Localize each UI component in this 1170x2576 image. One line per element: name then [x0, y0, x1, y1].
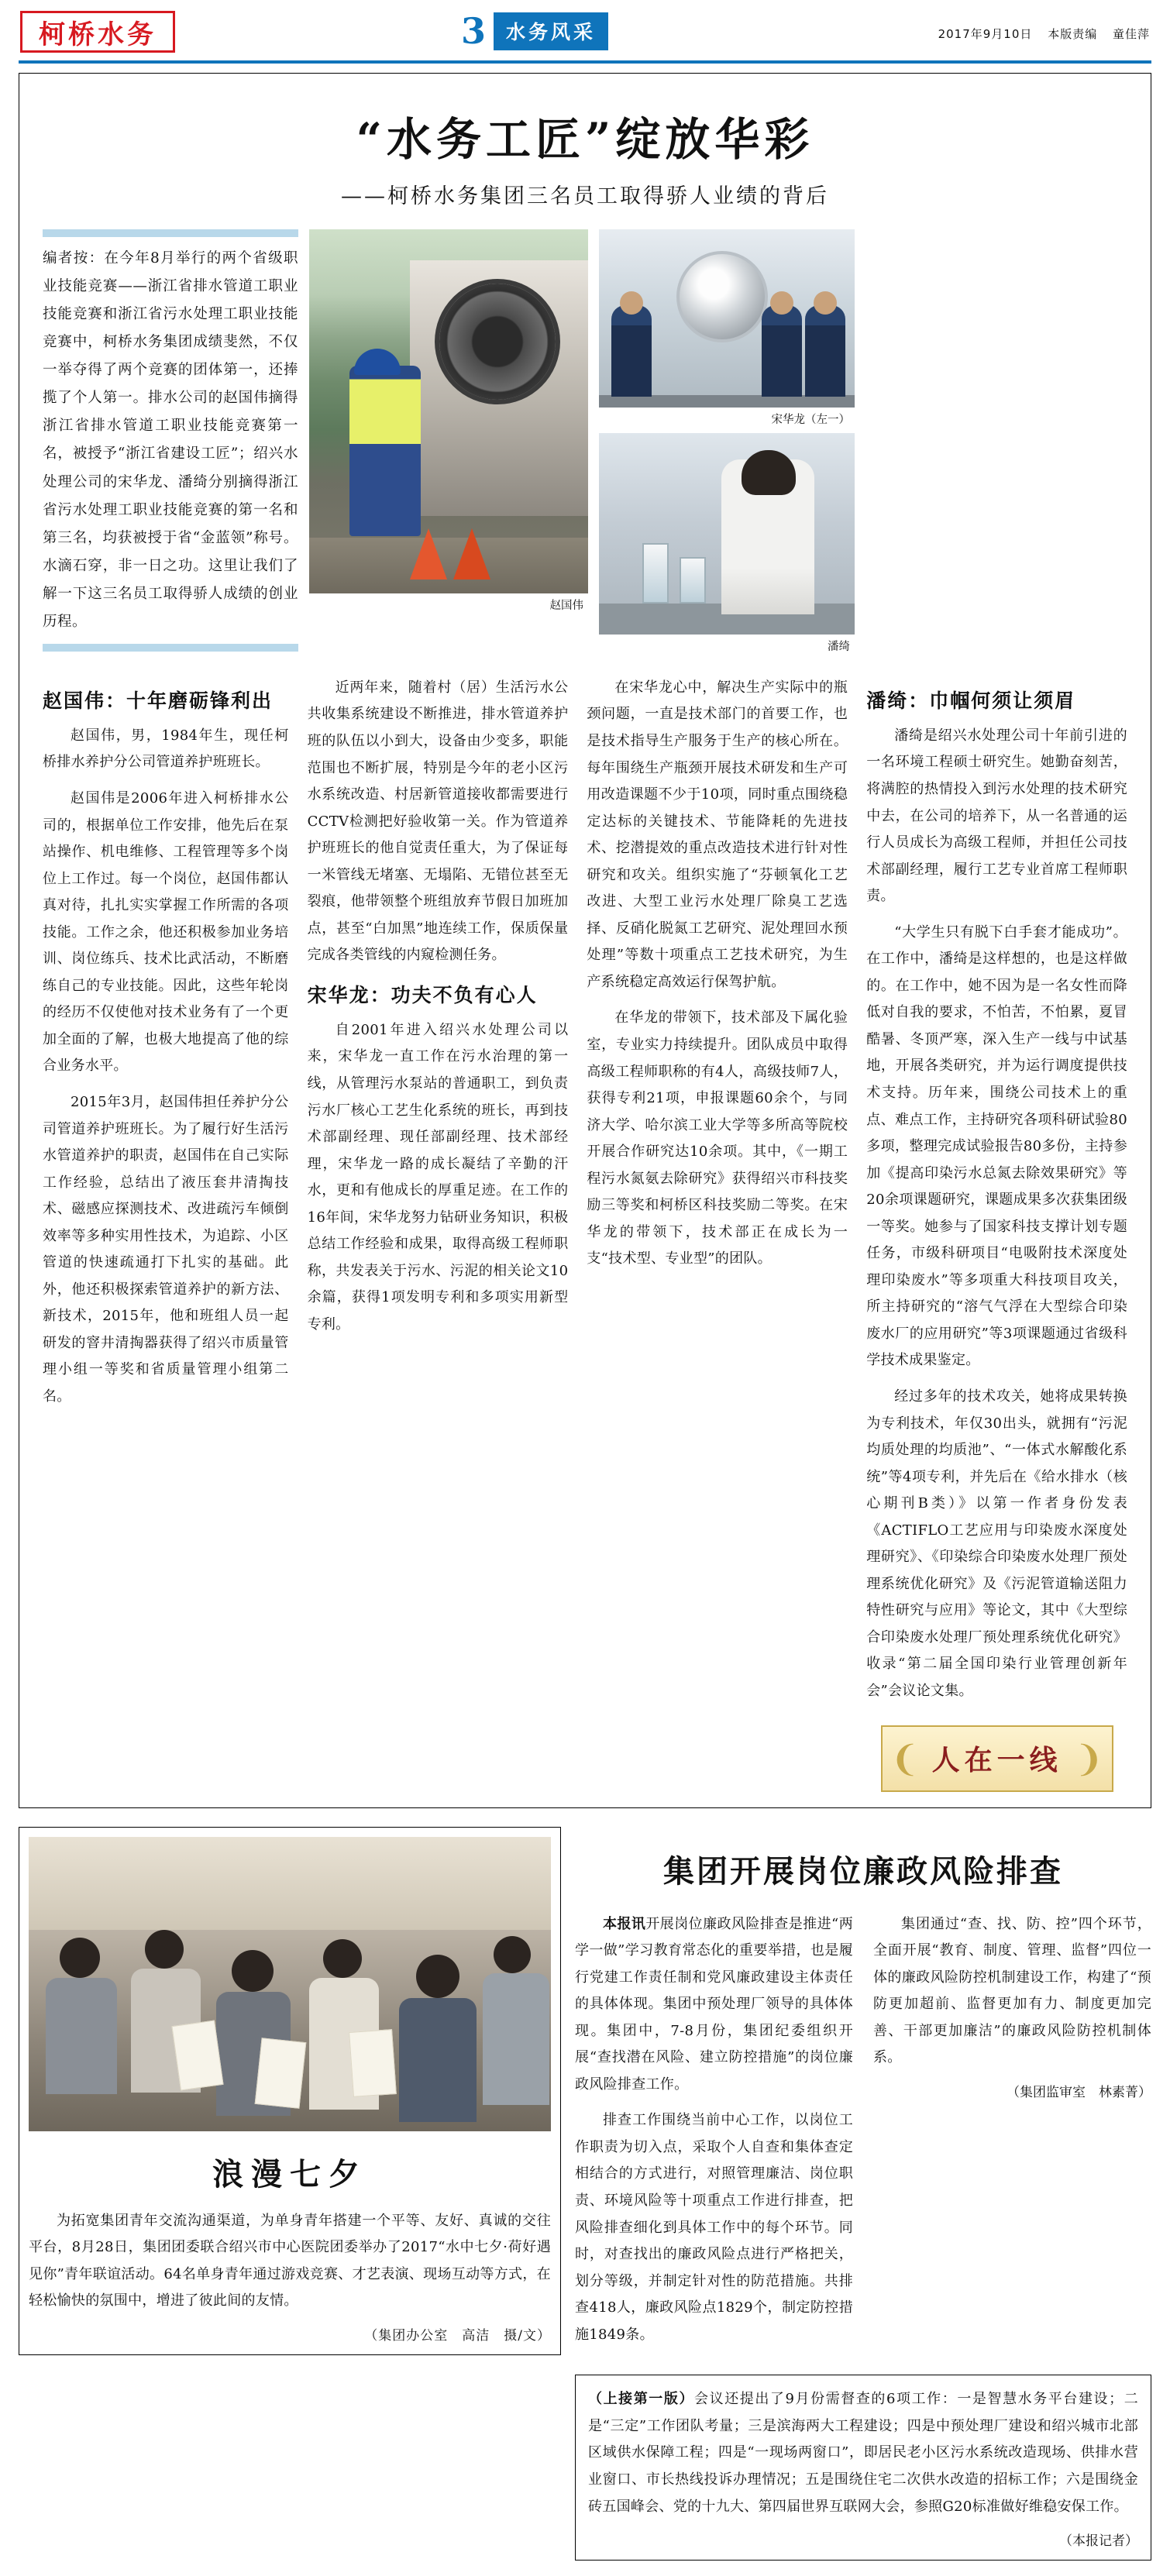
editor-note-column	[43, 229, 298, 659]
paragraph: 排查工作围绕当前中心工作，以岗位工作职责为切入点，采取个人自查和集体查定相结合的方式进行，对照管理廉洁、岗位职责、环境风险等十项重点工作进行排查，把风险排查细化到具体工作中的每个环节。同时，对查找出的廉政风险点进行严格把关，划分等级，并制定针对性的防范措施。共排查418人，廉政风险点1829个，制定防控措施1849条。	[575, 2112, 853, 2343]
integrity-columns	[575, 1911, 1151, 2358]
decorative-bar-top	[43, 229, 298, 237]
continuation-note	[575, 2375, 1151, 2561]
integrity-column-2	[873, 1911, 1151, 2358]
inspection-team-photo	[599, 229, 855, 408]
paragraph: 赵国伟是2006年进入柯桥排水公司的，根据单位工作安排，他先后在泵站操作、机电维修、工程管理等多个岗位上工作过。每一个岗位，赵国伟都认真对待，扎扎实实掌握工作所需的各项技能。工作之余，他还积极参加业务培训、岗位练兵、技术比武活动，不断磨练自己的专业技能。因此，这些年轮岗的经历不仅使他对技术业务有了一个更加全面的了解，也极大地提高了他的综合业务水平。	[43, 789, 289, 1075]
paragraph: 2015年3月，赵国伟担任养护分公司管道养护班班长。为了履行好生活污水管道养护的职责，赵国伟在自己实际工作经验，总结出了液压套井清掏技术、磁感应探测技术、改进疏污车倾倒效率等多种实用性技术，为追踪、小区管道的快速疏通打下扎实的基础。此外，他还积极探索管道养护的新方法、新技术，2015年，他和班组人员一起研发的窨井清掏器获得了绍兴市质量管理小组一等奖和省质量管理小组第二名。	[43, 1093, 289, 1405]
paragraph-text: 会议还提出了9月份需督查的6项工作：一是智慧水务平台建设；二是“三定”工作团队考量；三是滨海两大工程建设；四是中预处理厂建设和绍兴城市北部区域供水保障工程；四是“一现场两窗口”，即居民老小区污水系统改造现场、供排水营业窗口、市长热线投诉办理情况；五是围绕住宅二次供水改造的招标工作；六是围绕金砖五国峰会、党的十九大、第四届世界互联网大会，参照G20标准做好维稳安保工作。	[588, 2391, 1138, 2515]
article-columns	[43, 675, 1127, 1792]
section-title-pan: 潘绮：巾帼何须让须眉	[866, 689, 1076, 712]
editor-name: 童佳萍	[1112, 26, 1150, 41]
paragraph-text: 开展岗位廉政风险排查是推进“两学一做”学习教育常态化的重要举措，也是履行党建工作责任制和党风廉政建设主体责任的具体体现。集团中预处理厂领导的具体体现。集团中，7-8月份，集团纪委组织开展“查找潜在风险、建立防控措施”的岗位廉政风险排查工作。	[575, 1915, 853, 2093]
qixi-credit: （集团办公室 高洁 摄/文）	[364, 2327, 551, 2344]
continuation-signature: （本报记者）	[1059, 2533, 1138, 2550]
continuation-column-1	[588, 2386, 1138, 2549]
qixi-title: 浪漫七夕	[212, 2155, 367, 2193]
series-badge-label: 人在一线	[931, 1744, 1062, 1777]
series-badge-wrap	[866, 1725, 1127, 1792]
column-1	[43, 675, 289, 1792]
page-title: “水务工匠”绽放华彩	[356, 113, 814, 166]
lead-media-row	[43, 229, 1127, 659]
article-subtitle: ——柯桥水务集团三名员工取得骄人业绩的背后	[341, 184, 829, 208]
qixi-article	[19, 1827, 561, 2355]
paragraph	[588, 2386, 1138, 2520]
masthead-center	[175, 12, 894, 50]
lead-tag: 本报讯	[603, 1915, 646, 1932]
right-photo-stack	[599, 229, 855, 654]
paragraph: 集团通过“查、找、防、控”四个环节，全面开展“教育、制度、管理、监督”四位一体的廉政风险防控机制建设工作，构建了“预防更加超前、监督更加有力、制度更加完善、干部更加廉洁”的廉政风险防控机制体系。	[873, 1915, 1151, 2066]
bottom-section	[19, 1827, 1151, 2561]
column-2	[308, 675, 569, 1792]
paragraph: 近两年来，随着村（居）生活污水公共收集系统建设不断推进，排水管道养护班的队伍以小到大，设备由少变多，职能范围也不断扩展，特别是今年的老小区污水系统改造、村居新管道接收都需要进行CCTV检测把好验收第一关。作为管道养护班班长的他自觉责任重大，为了保证每一米管线无堵塞、无塌陷、无错位甚至无裂痕，他带领整个班组放弃节假日加班加点，甚至“白加黑”地连续工作，保质保量完成各类管线的内窥检测任务。	[307, 679, 569, 964]
qixi-event-photo	[29, 1837, 551, 2131]
issue-date: 2017年9月10日	[938, 26, 1033, 41]
qixi-body: 为拓宽集团青年交流沟通渠道，为单身青年搭建一个平等、友好、真诚的交往平台，8月28日，集团团委联合绍兴市中心医院团委举办了2017“水中七夕·荷好遇见你”青年联谊活动。64名单身青年通过游戏竞赛、才艺表演、现场互动等方式，在轻松愉快的氛围中，增进了彼此间的友情。	[29, 2212, 551, 2309]
paragraph: 在华龙的带领下，技术部及下属化验室，专业实力持续提升。团队成员中取得高级工程师职称的有4人，高级技师7人，获得专利21项，申报课题60余个，与同济大学、哈尔滨工业大学等多所高等院校开展合作研究达10余项。其中，《一期工程污水氮氨去除研究》获得绍兴市科技奖励三等奖和柯桥区科技奖励二等奖。在宋华龙的带领下，技术部正在成长为一支“技术型、专业型”的团队。	[587, 1009, 848, 1267]
paragraph: 在宋华龙心中，解决生产实际中的瓶颈问题，一直是技术部门的首要工作，也是技术指导生产服务于生产的核心所在。每年围绕生产瓶颈开展技术研发和生产可用改造课题不少于10项，同时重点围绕稳定达标的关键技术、节能降耗的先进技术、挖潜提效的重点改造技术进行针对性研究和攻关。组织实施了“芬顿氧化工艺改进、大型工业污水处理厂除臭工艺选择、反硝化脱氮工艺研究、泥处理回水预处理”等数十项重点工艺技术研究，为生产系统稳定高效运行保驾护航。	[587, 679, 848, 990]
publication-logo	[20, 11, 175, 53]
continuation-tag: （上接第一版）	[588, 2391, 695, 2408]
masthead-rule	[19, 60, 1151, 64]
integrity-column-1	[575, 1911, 853, 2358]
integrity-article	[575, 1827, 1151, 2561]
paragraph: 经过多年的技术攻关，她将成果转换为专利技术，年仅30出头，就拥有“污泥均质处理的均质池”、“一体式水解酸化系统”等4项专利，并先后在《给水排水（核心期刊B类）》以第一作者身份发表《ACTIFLO工艺应用与印染废水深度处理研究》、《印染综合印染废水处理厂预处理系统优化研究》及《污泥管道输送阻力特性研究与应用》等论文，其中《大型综合印染废水处理厂预处理系统优化研究》收录“第二届全国印染行业管理创新年会”会议论文集。	[866, 1388, 1127, 1700]
lab-analysis-photo-caption: 潘绮	[828, 641, 850, 653]
worker-truck-photo-caption: 赵国伟	[549, 600, 583, 612]
integrity-signature: （集团监审室 林素菁）	[1007, 2084, 1151, 2100]
integrity-title: 集团开展岗位廉政风险排查	[663, 1852, 1063, 1890]
section-title-zhao: 赵国伟：十年磨砺锋利出	[43, 689, 274, 712]
laurel-right-icon: ❩	[1074, 1737, 1104, 1780]
inspection-team-photo-caption: 宋华龙（左一）	[771, 414, 850, 426]
worker-truck-photo	[309, 229, 588, 593]
lead-article	[19, 73, 1151, 1808]
column-3	[587, 675, 848, 1792]
laurel-left-icon: ❨	[890, 1737, 921, 1780]
worker-truck-photo-wrap	[309, 229, 588, 613]
series-badge	[881, 1725, 1113, 1792]
paragraph: 潘绮是绍兴水处理公司十年前引进的一名环境工程硕士研究生。她勤奋刻苦，将满腔的热情投入到污水处理的技术研究中去，在公司的培养下，从一名普通的运行人员成长为高级工程师，并担任公司技术部副经理，履行工艺专业首席工程师职责。	[866, 727, 1127, 905]
lab-analysis-photo	[599, 433, 855, 635]
page-number: 3	[460, 10, 486, 52]
paragraph: 赵国伟，男，1984年生，现任柯桥排水养护分公司管道养护班班长。	[43, 727, 289, 771]
masthead	[0, 0, 1170, 60]
decorative-bar-bottom	[43, 644, 298, 652]
section-tag: 水务风采	[494, 12, 608, 50]
paragraph: “大学生只有脱下白手套才能成功”。在工作中，潘绮是这样想的，也是这样做的。在工作中，她不因为是一名女性而降低对自我的要求，不怕苦，不怕累，夏冒酷暑、冬顶严寒，深入生产一线与中试基地，开展各类研究，并为运行调度提供技术支持。历年来，围绕公司技术上的重点、难点工作，主持研究各项科研试验80多项，整理完成试验报告80多份，主持参加《提高印染污水总氮去除效果研究》等20余项课题研究，课题成果多次获集团级一等奖。她参与了国家科技支撑计划专题任务，市级科研项目“电吸附技术深度处理印染废水”等多项重大科技项目攻关，所主持研究的“溶气气浮在大型综合印染废水厂的应用研究”等3项课题通过省级科学技术成果鉴定。	[866, 923, 1127, 1369]
paragraph: 自2001年进入绍兴水处理公司以来，宋华龙一直工作在污水治理的第一线，从管理污水泵站的普通职工，到负责污水厂核心工艺生化系统的班长，再到技术部副经理、现任部副经理、技术部经理，宋华龙一路的成长凝结了辛勤的汗水，更和有他成长的厚重足迹。在工作的16年间，宋华龙努力钻研业务知识，积极总结工作经验和成果，取得高级工程师职称，共发表关于污水、污泥的相关论文10余篇，获得1项发明专利和多项实用新型专利。	[307, 1021, 569, 1333]
section-title-song: 宋华龙：功夫不负有心人	[307, 983, 538, 1006]
column-4	[866, 675, 1127, 1792]
logo-text: 柯桥水务	[39, 19, 157, 50]
masthead-meta	[894, 26, 1150, 42]
editor-label: 本版责编	[1048, 26, 1098, 41]
paragraph	[575, 1911, 853, 2099]
editor-note: 编者按：在今年8月举行的两个省级职业技能竞赛——浙江省排水管道工职业技能竞赛和浙江省污水处理工职业技能竞赛中，柯桥水务集团成绩斐然，不仅一举夺得了两个竞赛的团体第一，还捧揽了个人第一。排水公司的赵国伟摘得浙江省排水管道工职业技能竞赛第一名，被授予“浙江省建设工匠”；绍兴水处理公司的宋华龙、潘绮分别摘得浙江省污水处理工职业技能竞赛的第一名和第三名，均获被授于省“金蓝领”称号。水滴石穿，非一日之功。这里让我们了解一下这三名员工取得骄人成绩的创业历程。	[43, 250, 298, 630]
